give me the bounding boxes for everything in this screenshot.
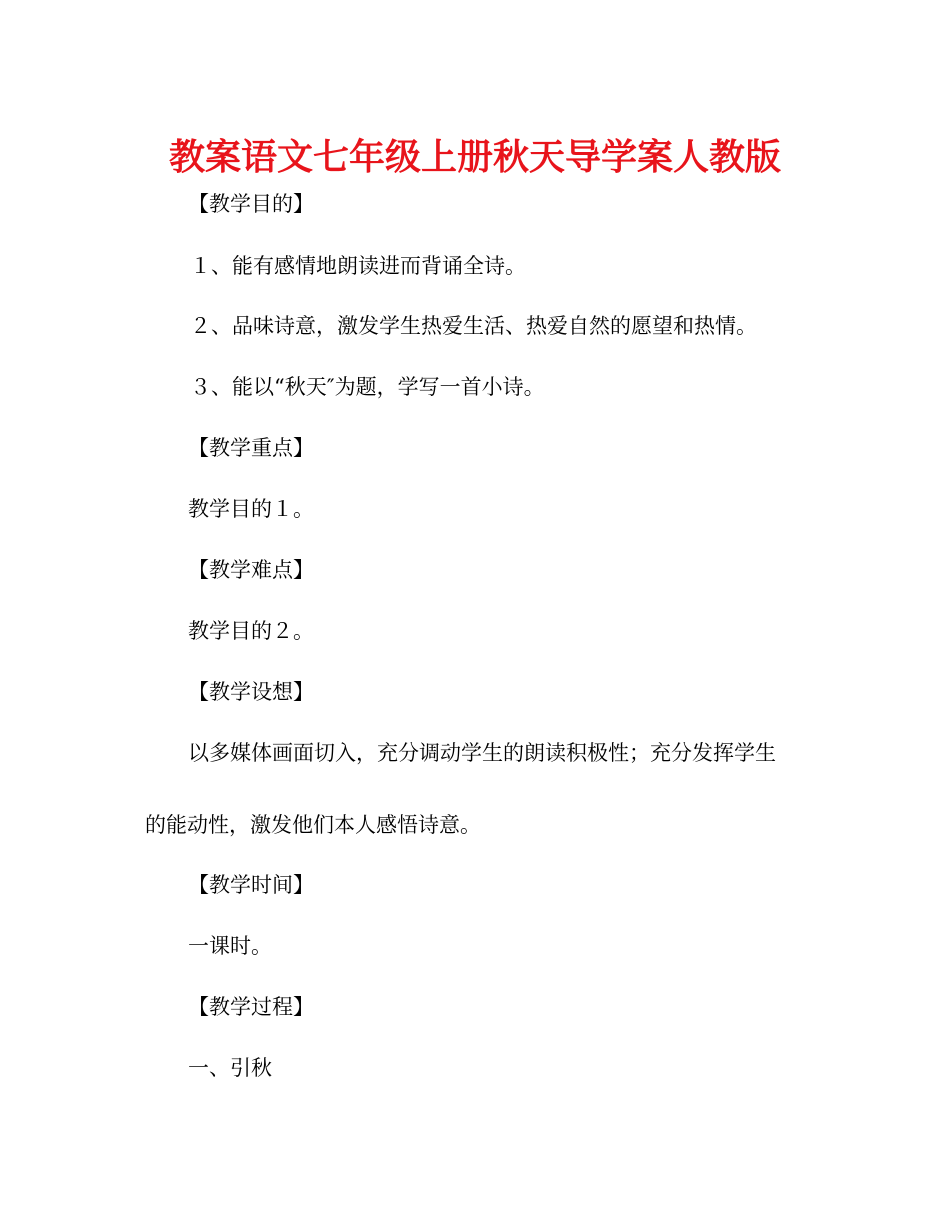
concept-text-line-2: 的能动性，激发他们本人感悟诗意。 — [145, 813, 481, 837]
document-title: 教案语文七年级上册秋天导学案人教版 — [168, 137, 781, 178]
goal-item-1: １、能有感情地朗读进而背诵全诗。 — [190, 254, 526, 278]
concept-text-line-1: 以多媒体画面切入，充分调动学生的朗读积极性；充分发挥学生 — [188, 741, 776, 765]
concept-heading: 【教学设想】 — [188, 680, 314, 704]
goal-item-2: ２、品味诗意，激发学生热爱生活、热爱自然的愿望和热情。 — [190, 314, 757, 338]
time-heading: 【教学时间】 — [188, 873, 314, 897]
goal-item-3: ３、能以“秋天″为题，学写一首小诗。 — [190, 375, 545, 399]
key-points-text: 教学目的１。 — [188, 497, 314, 521]
difficulties-text: 教学目的２。 — [188, 619, 314, 643]
process-heading: 【教学过程】 — [188, 995, 314, 1019]
process-step-1: 一、引秋 — [188, 1056, 272, 1080]
difficulties-heading: 【教学难点】 — [188, 558, 314, 582]
key-points-heading: 【教学重点】 — [188, 436, 314, 460]
goals-heading: 【教学目的】 — [188, 192, 314, 216]
time-text: 一课时。 — [188, 934, 272, 958]
